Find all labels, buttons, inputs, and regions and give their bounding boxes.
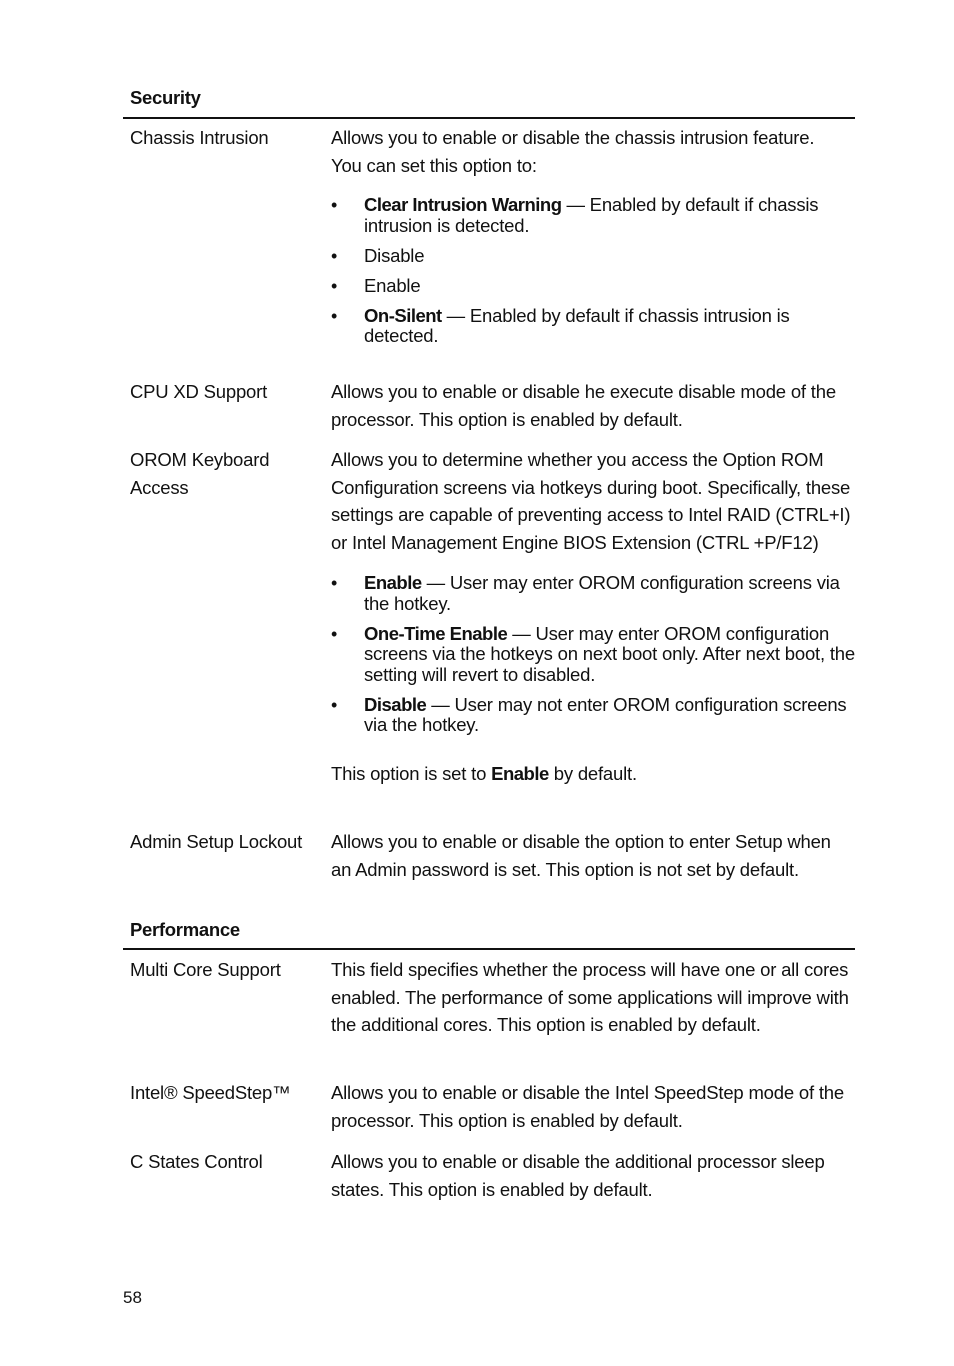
option-name: On-Silent: [364, 304, 442, 326]
list-item: [331, 276, 855, 297]
bullet-icon: •: [331, 623, 338, 644]
description-text: Allows you to determine whether you access the Option ROM Configuration screens via hotkeys during boot. Specifically, these settings are capable of preventing access to Intel RAID (CTRL+I) or Intel Management Engine BIOS Extension (CTRL +P/F12): [331, 449, 851, 553]
option-name: Disable: [364, 693, 427, 715]
setting-label: Admin Setup Lockout: [130, 831, 303, 852]
default-note-text: This option is set to: [331, 762, 492, 784]
page-number: 58: [123, 1288, 142, 1307]
option-list: [331, 195, 855, 347]
list-item: [331, 573, 855, 614]
list-item: [331, 246, 855, 267]
option-text: Disable: [364, 244, 425, 266]
option-text: — Enabled by default if chassis intrusion is detected.: [364, 304, 790, 346]
setting-label: C States Control: [130, 1151, 263, 1172]
setting-description: [331, 956, 855, 1039]
description-text: This field specifies whether the process will have one or all cores enabled. The performance of some applications will improve with the additional cores. This option is enabled by default.: [331, 959, 849, 1035]
setting-label: OROM Keyboard Access: [130, 449, 270, 498]
list-item: [331, 624, 855, 686]
setting-description: [331, 828, 855, 883]
setting-description: [331, 1148, 855, 1203]
setting-description: [331, 378, 855, 433]
setting-label: Intel® SpeedStep™: [130, 1082, 291, 1103]
setting-label: Multi Core Support: [130, 959, 281, 980]
setting-label: Chassis Intrusion: [130, 127, 269, 148]
option-name: Clear Intrusion Warning: [364, 194, 562, 215]
setting-description: [331, 446, 855, 787]
setting-description: [331, 124, 855, 347]
bullet-icon: •: [331, 275, 338, 296]
list-item: [331, 195, 855, 236]
default-note: [331, 760, 855, 788]
section-divider: [123, 117, 855, 119]
section-title-security: Security: [130, 87, 201, 108]
setting-description: [331, 1079, 855, 1134]
description-text: Allows you to enable or disable the chassis intrusion feature.: [331, 127, 815, 148]
default-value: Enable: [491, 762, 549, 784]
bullet-icon: •: [331, 573, 338, 593]
list-item: [331, 306, 855, 347]
option-list: [331, 573, 855, 736]
option-text: Enable: [364, 274, 421, 296]
description-text: Allows you to enable or disable the additional processor sleep states. This option is enabled by default.: [331, 1151, 825, 1200]
default-note-text: by default.: [548, 762, 637, 784]
bullet-icon: •: [331, 195, 338, 215]
option-text: — Enabled by default if chassis intrusion is detected.: [364, 194, 819, 236]
bullet-icon: •: [331, 245, 338, 266]
section-title-performance: Performance: [130, 919, 240, 940]
section-divider: [123, 948, 855, 950]
option-text: — User may enter OROM configuration screens via the hotkeys on next boot only. After next boot, the setting will revert to disabled.: [364, 622, 855, 685]
description-text: Allows you to enable or disable he execute disable mode of the processor. This option is enabled by default.: [331, 381, 836, 430]
bullet-icon: •: [331, 694, 338, 715]
option-name: Enable: [364, 572, 422, 593]
bullet-icon: •: [331, 305, 338, 326]
list-item: [331, 695, 855, 736]
setting-label: CPU XD Support: [130, 381, 268, 402]
description-text: Allows you to enable or disable the option to enter Setup when an Admin password is set. This option is not set by default.: [331, 831, 831, 880]
description-text: Allows you to enable or disable the Intel SpeedStep mode of the processor. This option is enabled by default.: [331, 1082, 844, 1131]
option-name: One-Time Enable: [364, 622, 508, 644]
option-text: — User may enter OROM configuration screens via the hotkey.: [364, 572, 840, 614]
option-text: — User may not enter OROM configuration screens via the hotkey.: [364, 693, 847, 735]
description-text: You can set this option to:: [331, 154, 537, 176]
